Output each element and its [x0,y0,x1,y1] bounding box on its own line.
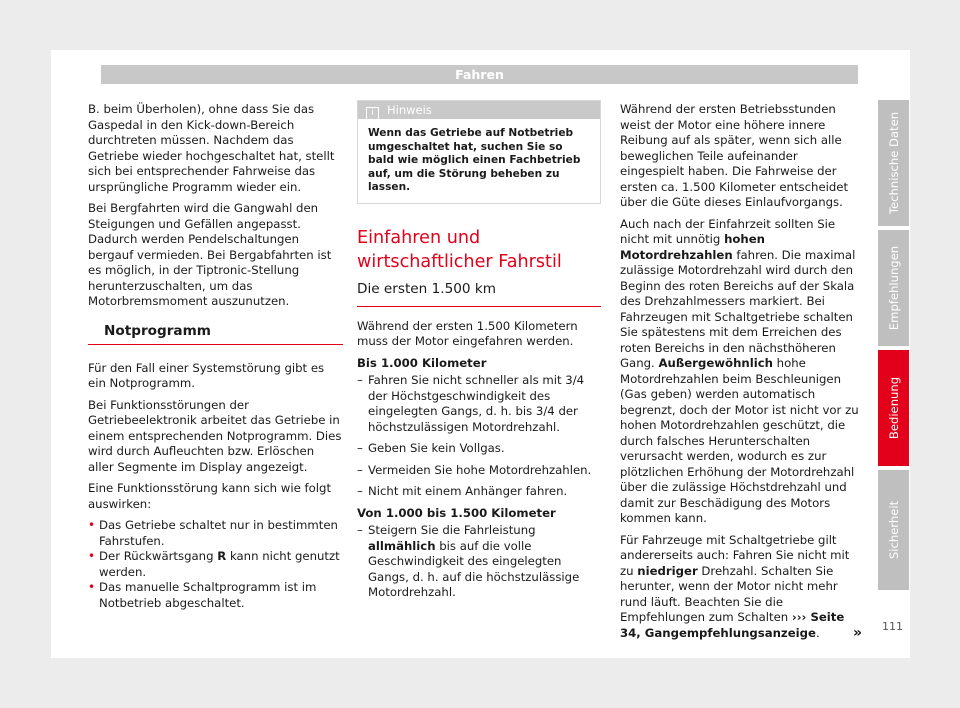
paragraph: B. beim Überholen), ohne dass Sie das Gaspedal in den Kick-down-Bereich durchtreten müssen. Nachdem das Getriebe wieder hochgeschaltet hat, stellt sich bei entsprechender Fahrweise das ursprüngliche Programm wieder ein. [88,102,335,194]
dash-icon: – [357,523,363,538]
dash-icon: – [357,441,363,456]
tab-sicherheit[interactable]: Sicherheit [878,470,909,590]
note-text: Wenn das Getriebe auf Notbetrieb umgeschaltet hat, suchen Sie so bald wie möglich einen Fachbetrieb auf, um die Störung beheben zu lassen. [368,127,581,194]
column-right [620,102,862,647]
note-label: Hinweis [387,103,432,117]
list-item: • Das manuelle Schaltprogramm ist im Notbetrieb abgeschaltet. [88,580,317,610]
note-box [357,100,601,204]
list-item: – Vermeiden Sie hohe Motordrehzahlen. [357,462,592,477]
cross-reference-link[interactable]: ››› Seite 34, Gangempfehlungsanzeige [620,610,845,640]
list-heading: Von 1.000 bis 1.500 Kilometer [357,505,556,520]
paragraph: Bei Funktionsstörungen der Getriebeelektronik arbeitet das Getriebe in einem entsprechenden Notprogramm. Dies wird durch Aufleuchten bzw. Erlöschen aller Segmente im Display angezeigt. [88,397,342,474]
dash-icon: – [357,484,363,499]
link-arrow-icon: ››› [791,610,807,624]
note-header [358,101,600,119]
bullet-icon: • [88,518,96,532]
list-item: – Nicht mit einem Anhänger fahren. [357,484,568,499]
tab-empfehlungen[interactable]: Empfehlungen [878,230,909,346]
bullet-icon: • [88,549,96,563]
bullet-icon: • [88,580,96,594]
list-item: • Das Getriebe schaltet nur in bestimmten Fahrstufen. [88,518,338,548]
paragraph: Für Fahrzeuge mit Schaltgetriebe gilt andererseits auch: Fahren Sie nicht mit zu niedriger Drehzahl. Schalten Sie herunter, wenn der Motor nicht mehr rund läuft. Beachten Sie die Empfehlungen zum Schalten ››› Seite 34, Gangempfehlungsanzeige. » [620,532,862,641]
tab-bedienung[interactable]: Bedienung [878,350,909,466]
dash-icon: – [357,373,363,388]
tab-technische-daten[interactable]: Technische Daten [878,100,909,226]
paragraph: Während der ersten 1.500 Kilometern muss der Motor eingefahren werden. [357,318,578,349]
section-subtitle: Die ersten 1.500 km [357,280,496,297]
divider [88,344,343,345]
section-title: Einfahren und wirtschaftlicher Fahrstil [357,227,562,272]
paragraph: Für den Fall einer Systemstörung gibt es ein Notprogramm. [88,360,325,390]
column-middle [357,102,601,607]
list-heading: Bis 1.000 Kilometer [357,355,487,370]
list-item: – Fahren Sie nicht schneller als mit 3/4 der Höchstgeschwindigkeit des eingelegten Gangs, d. h. bis 3/4 der höchstzulässigen Motordrehzahl. [357,373,585,434]
page-number: 111 [882,620,903,633]
list-item: – Geben Sie kein Vollgas. [357,441,505,456]
paragraph: Während der ersten Betriebsstunden weist der Motor eine höhere innere Reibung auf als später, wenn sich alle beweglichen Teile aufeinander eingespielt haben. Die Fahrweise der ersten ca. 1.500 Kilometer entscheidet über die Güte dieses Einlaufvorgangs. [620,102,849,209]
page-header: Fahren [101,65,858,84]
continue-icon: » [852,624,862,641]
info-icon: i [366,107,379,120]
paragraph: Bei Bergfahrten wird die Gangwahl den Steigungen und Gefällen angepasst. Dadurch werden Pendelschaltungen bergauf vermieden. Bei Bergabfahrten ist es möglich, in der Tiptronic-Stellung herunterzuschalten, um das Motorbremsmoment auszunutzen. [88,201,332,308]
dash-icon: – [357,462,363,477]
paragraph: Auch nach der Einfahrzeit sollten Sie nicht mit unnötig hohen Motordrehzahlen fahren. Die maximal zulässige Motordrehzahl wird durch den Beginn des roten Bereichs auf der Skala des Drehzahlmessers markiert. Bei Fahrzeugen mit Schaltgetriebe schalten Sie spätestens mit dem Erreichen des roten Bereichs in den nächsthöheren Gang. Außergewöhnlich hohe Motordrehzahlen beim Beschleunigen (Gas geben) werden automatisch begrenzt, doch der Motor ist nicht vor zu hohen Motordrehzahlen geschützt, die durch falsches Herunterschalten verursacht werden, wodurch es zur plötzlichen Erhöhung der Motordrehzahl über die zulässige Höchstdrehzahl und damit zur Beschädigung des Motors kommen kann. [620,216,859,525]
section-heading-notprogramm: Notprogramm [104,322,211,339]
paragraph: Eine Funktionsstörung kann sich wie folgt auswirken: [88,481,332,511]
list-item: • Der Rückwärtsgang R kann nicht genutzt werden. [88,549,340,579]
divider [357,306,601,307]
column-left [88,102,343,611]
list-item: – Steigern Sie die Fahrleistung allmählich bis auf die volle Geschwindigkeit des eingelegten Gangs, d. h. auf die höchstzulässige Motordrehzahl. [357,523,580,600]
